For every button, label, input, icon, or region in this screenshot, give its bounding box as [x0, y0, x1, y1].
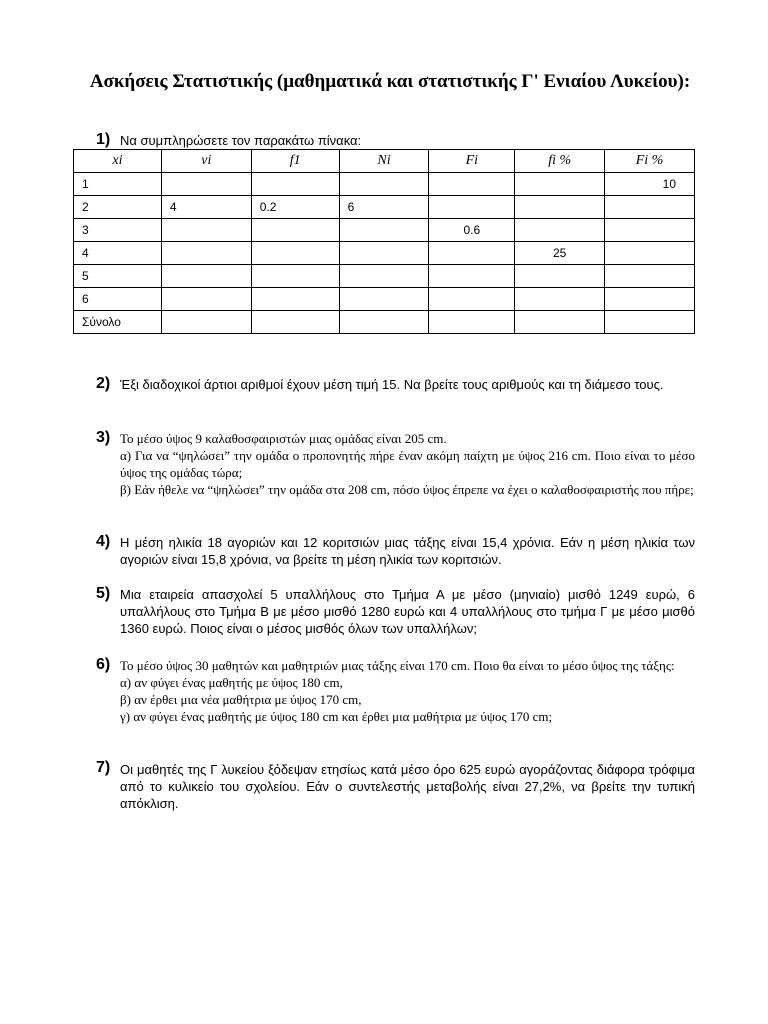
table-cell: Σύνολο [74, 311, 162, 334]
table-cell: 1 [74, 173, 162, 196]
table-cell [339, 265, 429, 288]
table-row [74, 196, 695, 219]
table-cell: 3 [74, 219, 162, 242]
table-cell [605, 196, 695, 219]
table-cell [251, 219, 339, 242]
exercise-1-text: Να συμπληρώσετε τον παρακάτω πίνακα: [120, 133, 362, 148]
exercise-3-intro: Το μέσο ύψος 9 καλαθοσφαιριστών μιας ομάδας είναι 205 cm. [120, 431, 447, 446]
table-cell [515, 196, 605, 219]
table-cell [251, 288, 339, 311]
table-cell [161, 265, 251, 288]
table-cell [429, 265, 515, 288]
table-cell [251, 242, 339, 265]
exercise-6 [120, 657, 695, 725]
table-cell [251, 265, 339, 288]
header-fi-percent: fi % [515, 150, 605, 173]
exercise-1-number: 1) [96, 131, 111, 148]
table-cell [429, 311, 515, 334]
table-cell: 0.2 [251, 196, 339, 219]
table-cell [429, 173, 515, 196]
table-cell [429, 288, 515, 311]
table-row [74, 265, 695, 288]
table-cell [515, 288, 605, 311]
table-row [74, 173, 695, 196]
exercise-6-part-a: α) αν φύγει ένας μαθητής με ύψος 180 cm, [120, 675, 343, 690]
exercise-3-part-a: α) Για να “ψηλώσει” την ομάδα ο προπονητής πήρε έναν ακόμη παίχτη με ύψος 216 cm. Ποιο είναι το μέσο ύψος της ομάδας τώρα; [120, 448, 695, 480]
table-cell [515, 219, 605, 242]
table-cell [515, 311, 605, 334]
exercise-6-part-b: β) αν έρθει μια νέα μαθήτρια με ύψος 170 cm, [120, 692, 362, 707]
header-vi: νi [161, 150, 251, 173]
table-cell [339, 288, 429, 311]
table-header-row [74, 150, 695, 173]
page-title: Ασκήσεις Στατιστικής (μαθηματικά και στατιστικής Γ' Ενιαίου Λυκείου): [89, 71, 691, 92]
table-cell [429, 196, 515, 219]
exercise-3-number: 3) [96, 429, 111, 446]
exercise-6-intro: Το μέσο ύψος 30 μαθητών και μαθητριών μιας τάξης είναι 170 cm. Ποιο θα είναι το μέσο ύψος της τάξης: [120, 658, 675, 673]
table-cell: 6 [74, 288, 162, 311]
frequency-table [73, 149, 695, 334]
table-cell [161, 242, 251, 265]
table-cell: 5 [74, 265, 162, 288]
table-cell [605, 288, 695, 311]
exercise-3 [120, 430, 695, 498]
table-cell [605, 219, 695, 242]
exercise-3-part-b: β) Εάν ήθελε να “ψηλώσει” την ομάδα στα 208 cm, πόσο ύψος έπρεπε να έχει ο καλαθοσφαιριστής που πήρε; [120, 482, 694, 497]
table-total-row [74, 311, 695, 334]
table-row [74, 219, 695, 242]
table-cell: 0.6 [429, 219, 515, 242]
table-cell [339, 173, 429, 196]
table-cell [339, 219, 429, 242]
exercise-2-number: 2) [96, 375, 111, 392]
exercise-7-number: 7) [96, 759, 111, 776]
table-cell: 4 [161, 196, 251, 219]
table-cell [161, 219, 251, 242]
exercise-2 [120, 376, 695, 393]
table-cell [605, 242, 695, 265]
header-Fi: Fi [429, 150, 515, 173]
exercise-6-number: 6) [96, 656, 111, 673]
header-Fi-percent: Fi % [605, 150, 695, 173]
exercise-6-part-c: γ) αν φύγει ένας μαθητής με ύψος 180 cm και έρθει μια μαθήτρια με ύψος 170 cm; [120, 709, 553, 724]
table-cell: 2 [74, 196, 162, 219]
table-row [74, 288, 695, 311]
table-cell: 4 [74, 242, 162, 265]
table-cell [161, 173, 251, 196]
exercise-4-text: Η μέση ηλικία 18 αγοριών και 12 κοριτσιών μιας τάξης είναι 15,4 χρόνια. Εάν η μέση ηλικία των αγοριών είναι 15,8 χρόνια, να βρείτε τη μέση ηλικία των κοριτσιών. [120, 535, 695, 567]
table-cell [161, 288, 251, 311]
exercise-2-text: Έξι διαδοχικοί άρτιοι αριθμοί έχουν μέση τιμή 15. Να βρείτε τους αριθμούς και τη διάμεσο τους. [120, 377, 664, 392]
exercise-4-number: 4) [96, 533, 111, 550]
table-cell [339, 311, 429, 334]
table-cell [161, 311, 251, 334]
exercise-7-text: Οι μαθητές της Γ λυκείου ξόδεψαν ετησίως κατά μέσο όρο 625 ευρώ αγοράζοντας διάφορα τρόφιμα από το κυλικείο του σχολείου. Εάν ο συντελεστής μεταβολής είναι 27,2%, να βρείτε την τυπική απόκλιση. [120, 762, 695, 811]
table-cell: 25 [515, 242, 605, 265]
table-cell: 6 [339, 196, 429, 219]
table-cell: 10 [605, 173, 695, 196]
exercise-5 [120, 586, 695, 637]
table-cell [339, 242, 429, 265]
header-xi: xi [74, 150, 162, 173]
exercise-4 [120, 534, 695, 568]
table-cell [515, 173, 605, 196]
table-cell [515, 265, 605, 288]
table-cell [429, 242, 515, 265]
table-cell [251, 173, 339, 196]
table-cell [605, 265, 695, 288]
header-f1: f1 [251, 150, 339, 173]
exercise-5-text: Μια εταιρεία απασχολεί 5 υπαλλήλους στο Τμήμα Α με μέσο (μηνιαίο) μισθό 1249 ευρώ, 6 υπαλλήλους στο Τμήμα Β με μέσο μισθό 1280 ευρώ και 4 υπαλλήλους στο τμήμα Γ με μέσο μισθό 1360 ευρώ. Ποιος είναι ο μέσος μισθός όλων των υπαλλήλων; [120, 587, 695, 636]
table-cell [251, 311, 339, 334]
table-cell [605, 311, 695, 334]
table-row [74, 242, 695, 265]
exercise-7 [120, 761, 695, 812]
exercise-5-number: 5) [96, 585, 111, 602]
header-Ni: Ni [339, 150, 429, 173]
